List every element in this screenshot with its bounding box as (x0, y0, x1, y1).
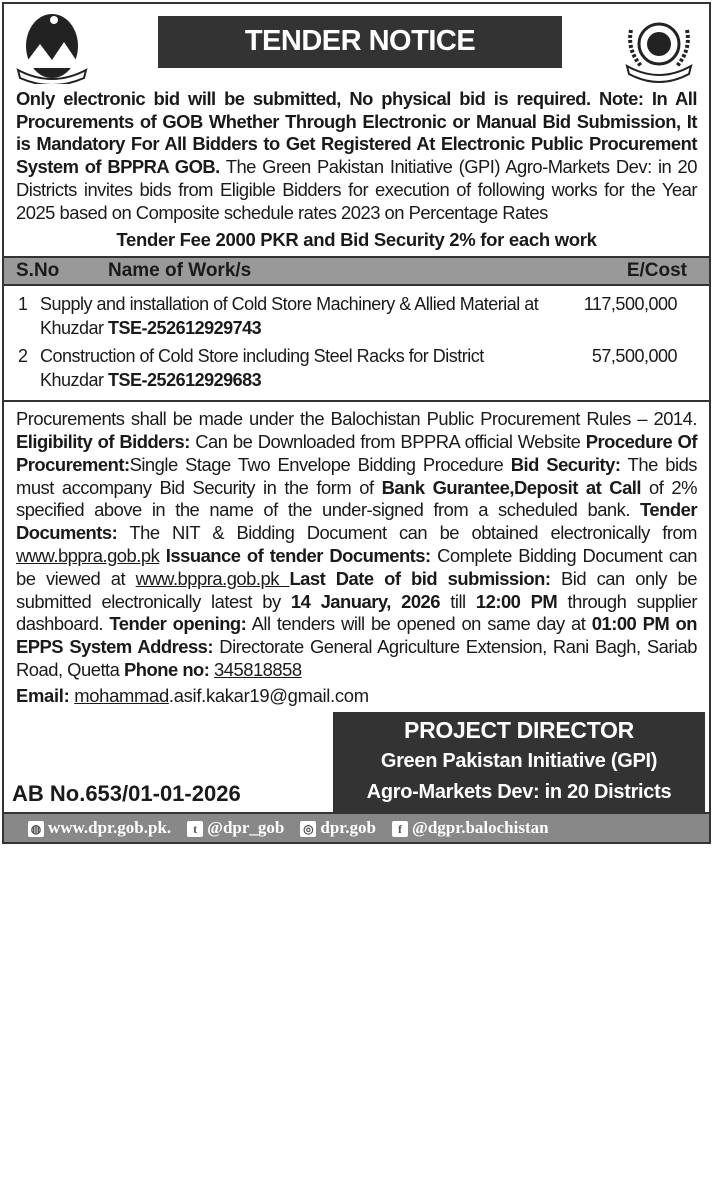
email-label: Email: (16, 684, 70, 706)
bold-text: Tender Documents: (16, 499, 697, 544)
bold-text: Only electronic bid will be submitted, No physical bid is required. Note: In All Procurements of GOB Whether Through Electronic or Manual Bid Submission, It is Mandatory For All Bidders to Get Registered At Electronic Public Procurement System of BPPRA GOB. (16, 88, 697, 178)
row-cost: 117,500,000 (583, 294, 677, 315)
text-run: The Green Pakistan Initiative (GPI) Agro-Markets Dev: in 20 Districts invites bids from Eligible Bidders for execution of following works for the Year 2025 based on Composite schedule rates 2023 on Percentage Rates (16, 156, 698, 223)
footer-website[interactable]: www.dpr.gob.pk. (48, 817, 172, 837)
link-text[interactable]: www.bppra.gob.pk (135, 567, 290, 589)
footer-twitter[interactable]: @dpr_gob (207, 817, 285, 837)
bold-text: Phone no: (124, 658, 210, 680)
signature-org: Green Pakistan Initiative (GPI) (380, 749, 658, 772)
intro-paragraph (16, 88, 697, 224)
tse-id: TSE-252612929743 (108, 318, 262, 339)
row-work (40, 292, 543, 340)
bold-text: Issuance of tender Documents: (165, 545, 431, 566)
text-run: Complete Bidding Document can be viewed at (16, 545, 697, 589)
page-title: TENDER NOTICE (158, 16, 562, 68)
tender-fee: Tender Fee 2000 PKR and Bid Security 2% for each work (116, 229, 597, 251)
tse-id: TSE-252612929683 (108, 370, 262, 391)
table-body (4, 286, 709, 394)
row-work (40, 344, 543, 392)
work-text: Construction of Cold Store including Steel Racks for District Khuzdar (40, 346, 484, 391)
bottom-section (4, 712, 709, 812)
link-text[interactable]: 345818858 (214, 658, 302, 680)
bold-text: 14 January, 2026 (290, 590, 441, 612)
email-line (16, 684, 697, 708)
ab-number: AB No.653/01-01-2026 (12, 780, 241, 806)
bold-text: Eligibility of Bidders: (16, 431, 190, 453)
facebook-icon: f (392, 821, 408, 837)
bold-text: 12:00 PM (475, 590, 558, 612)
work-text: Supply and installation of Cold Store Machinery & Allied Material at Khuzdar (40, 294, 539, 339)
divider (4, 400, 709, 402)
bold-text: Procedure Of Procurement: (16, 431, 697, 475)
signature-block (333, 712, 705, 812)
text-run: Directorate General Agriculture Extension, Rani Bagh, Sariab Road, Quetta (16, 636, 697, 680)
text-run: of 2% specified above in the name of the under-signed from a scheduled bank. (16, 476, 697, 521)
table-row (4, 342, 709, 394)
signature-title: PROJECT DIRECTOR (404, 716, 634, 743)
text-run: All tenders will be opened on same day at (246, 613, 592, 635)
twitter-icon: t (187, 821, 203, 837)
email-domain: .asif.kakar19@gmail.com (168, 684, 369, 706)
col-work: Name of Work/s (108, 260, 252, 282)
row-cost: 57,500,000 (591, 346, 677, 367)
footer-instagram[interactable]: dpr.gob (320, 817, 376, 837)
text-run: Bid can only be submitted electronically latest by (16, 567, 697, 612)
balochistan-emblem-icon (14, 10, 90, 84)
text-run: The NIT & Bidding Document can be obtained electronically from (117, 522, 697, 544)
link-text[interactable]: www.bppra.gob.pk (16, 545, 160, 566)
table-row (4, 286, 709, 342)
text-run: Can be Downloaded from BPPRA official Website (189, 431, 586, 453)
col-cost: E/Cost (626, 260, 687, 282)
bold-text: 01:00 PM on EPPS System Address: (16, 613, 698, 658)
signature-project: Agro-Markets Dev: in 20 Districts (366, 780, 672, 803)
government-seal-icon (621, 10, 697, 84)
email-link[interactable]: mohammad (74, 684, 169, 706)
tender-notice (2, 2, 711, 844)
text-run: The bids must accompany Bid Security in the form of (16, 453, 698, 498)
instagram-icon: ◎ (300, 821, 316, 837)
bold-text: Last Date of bid submission: (289, 567, 551, 589)
text-run: Procurements shall be made under the Balochistan Public Procurement Rules – 2014. (16, 408, 697, 430)
bold-text: Tender opening: (109, 613, 247, 635)
row-no: 1 (18, 294, 28, 315)
bold-text: Bank Gurantee,Deposit at Call (381, 476, 642, 498)
body-paragraph (16, 408, 697, 682)
text-run: through supplier dashboard. (16, 590, 698, 635)
text-run: till (440, 590, 476, 612)
text-run: Single Stage Two Envelope Bidding Procedure (129, 453, 511, 475)
bold-text: Bid Security: (510, 453, 621, 475)
footer-facebook[interactable]: @dgpr.balochistan (412, 817, 549, 837)
header (4, 4, 709, 88)
globe-icon: ◍ (28, 821, 44, 837)
footer (4, 812, 709, 842)
table-header (4, 256, 709, 286)
col-sno: S.No (16, 260, 60, 282)
row-no: 2 (18, 346, 28, 367)
